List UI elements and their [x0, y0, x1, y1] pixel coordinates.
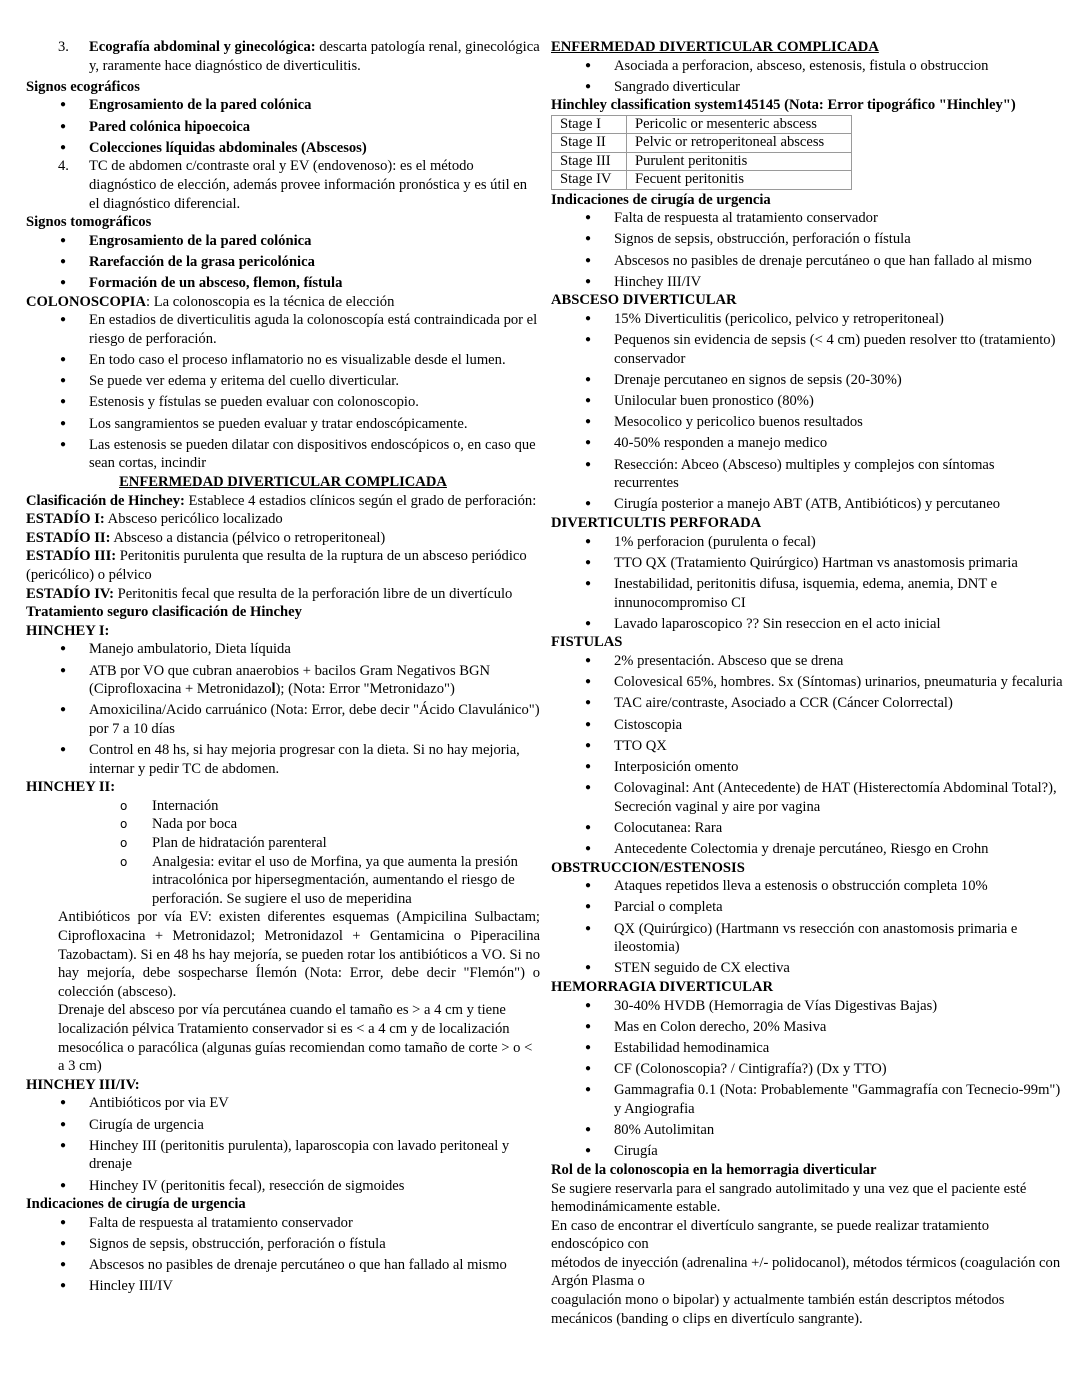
- list-item: ● Ataques repetidos lleva a estenosis o obstrucción completa 10%: [551, 877, 1063, 898]
- list-item: ● Los sangramientos se pueden evaluar y tratar endoscópicamente.: [26, 415, 540, 436]
- list-item: ● Las estenosis se pueden dilatar con dispositivos endoscópicos o, en caso que sean cortas, incindir: [26, 436, 540, 473]
- list-item: ● Rarefacción de la grasa pericolónica: [26, 253, 540, 274]
- section-title: DIVERTICULTIS PERFORADA: [551, 515, 762, 532]
- list-item: ● Interposición omento: [551, 758, 1063, 779]
- list-item: ● Lavado laparoscopico ?? Sin reseccion en el acto inicial: [551, 615, 1063, 634]
- obstruccion-list: [551, 877, 1063, 978]
- section-title: Signos ecográficos: [26, 78, 140, 95]
- list-item: ● Cirugía de urgencia: [26, 1116, 540, 1137]
- list-item: ● En todo caso el proceso inflamatorio no es visualizable desde el lumen.: [26, 351, 540, 372]
- list-item: ● Se puede ver edema y eritema del cuello diverticular.: [26, 372, 540, 393]
- drenaje-paragraph: Drenaje del absceso por vía percutánea cuando el tamaño es > a 4 cm y tiene localización pélvica Tratamiento conservador si es < a 4 cm y de localización mesocólica o paracólica (algunas guías recomiendan como tamaño de corte > o < a 3 cm): [58, 1002, 533, 1075]
- estadio-4: ESTADÍO IV: Peritonitis fecal que resulta de la perforación libre de un divertículo: [26, 585, 513, 602]
- list-number: 4.: [58, 158, 69, 175]
- list-item: ● STEN seguido de CX electiva: [551, 959, 1063, 978]
- list-item: o Plan de hidratación parenteral: [26, 834, 540, 853]
- list-item: ● Hinchey III (peritonitis purulenta), laparoscopia con lavado peritoneal y drenaje: [26, 1137, 540, 1177]
- list-item: ● 2% presentación. Absceso que se drena: [551, 652, 1063, 673]
- hinchey2-list: [26, 797, 540, 909]
- section-title: Tratamiento seguro clasificación de Hinchey: [26, 604, 302, 621]
- list-item: ● Colovaginal: Ant (Antecedente) de HAT (Histerectomía Abdominal Total?), Secreción vaginal y aire por vagina: [551, 779, 1063, 819]
- list-item: ● Drenaje percutaneo en signos de sepsis (20-30%): [551, 371, 1063, 392]
- hinchey34-list: [26, 1094, 540, 1195]
- list-item: ● Cistoscopia: [551, 716, 1063, 737]
- signos-eco-list: [26, 96, 540, 157]
- list-item: ● Colecciones líquidas abdominales (Abscesos): [26, 139, 540, 158]
- indicaciones-list: [26, 1214, 540, 1296]
- list-item: ● Antibióticos por via EV: [26, 1094, 540, 1115]
- table-cell: Stage IV: [552, 171, 627, 189]
- right-column: [551, 38, 1063, 1328]
- list-item: ● Formación de un absceso, flemon, fístula: [26, 274, 540, 293]
- section-title: ABSCESO DIVERTICULAR: [551, 292, 737, 309]
- list-item: [26, 38, 540, 78]
- perforada-list: [551, 533, 1063, 634]
- list-item: ● Signos de sepsis, obstrucción, perforación o fístula: [551, 230, 1063, 251]
- list-item: ● ATB por VO que cubran anaerobios + bacilos Gram Negativos BGN (Ciprofloxacina + Metronidazol); (Nota: Error "Metronidazo"): [26, 662, 540, 702]
- list-item: ● Hincley III/IV: [26, 1277, 540, 1296]
- rol-line: métodos de inyección (adrenalina +/- polidocanol), métodos térmicos (coagulación con Argón Plasma o: [551, 1254, 1061, 1290]
- section-title: HINCHEY I:: [26, 622, 110, 639]
- list-item: ● Antecedente Colectomia y drenaje percutáneo, Riesgo en Crohn: [551, 840, 1063, 859]
- table-cell: Stage II: [552, 134, 627, 152]
- table-row: [552, 115, 852, 133]
- list-item: ● TTO QX: [551, 737, 1063, 758]
- list-item: ● Cirugía: [551, 1142, 1063, 1161]
- list-item: ● Inestabilidad, peritonitis difusa, isquemia, edema, anemia, DNT e innunocompromiso CI: [551, 575, 1063, 615]
- section-title: Rol de la colonoscopia en la hemorragia diverticular: [551, 1161, 877, 1178]
- absceso-list: [551, 310, 1063, 514]
- list-item: ● Abscesos no pasibles de drenaje percutáneo o que han fallado al mismo: [26, 1256, 540, 1277]
- edc-heading: ENFERMEDAD DIVERTICULAR COMPLICADA: [551, 39, 879, 55]
- indicaciones-list: [551, 209, 1063, 291]
- list-item: ● Estenosis y fístulas se pueden evaluar con colonoscopio.: [26, 393, 540, 414]
- list-item: ● Signos de sepsis, obstrucción, perforación o fístula: [26, 1235, 540, 1256]
- list-item: ● Colovesical 65%, hombres. Sx (Síntomas) urinarios, pneumaturia y fecaluria: [551, 673, 1063, 694]
- rol-line: coagulación mono o bipolar) y actualmente también están descriptos métodos mecánicos (banding o clips en divertículo sangrante).: [551, 1292, 1005, 1327]
- colonoscopia-list: [26, 311, 540, 473]
- list-number: 3.: [58, 39, 69, 55]
- hinchey1-list: [26, 640, 540, 778]
- table-cell: Purulent peritonitis: [627, 152, 852, 170]
- list-item: ● Amoxicilina/Acido carruánico (Nota: Error, debe decir "Ácido Clavulánico") por 7 a 10 días: [26, 701, 540, 741]
- list-item: [26, 157, 540, 213]
- edc-list: [551, 57, 1063, 97]
- item-text: descarta patología renal, ginecológica y, raramente hace diagnóstico de diverticulitis.: [89, 39, 540, 74]
- list-item: ● 15% Diverticulitis (pericolico, pelvico y retroperitoneal): [551, 310, 1063, 331]
- item-bold: Ecografía abdominal y ginecológica:: [89, 39, 316, 55]
- rol-line: En caso de encontrar el divertículo sangrante, se puede realizar tratamiento endoscópico con: [551, 1217, 990, 1253]
- section-title: Signos tomográficos: [26, 214, 152, 231]
- antibioticos-paragraph: Antibióticos por vía EV: existen diferentes esquemas (Ampicilina Sulbactam; Ciprofloxacina + Metronidazol; Metronidazol + Gentamicina o Piperacilina Tazobactam). Si en 48 hs hay mejoría, se pueden rotar los antibióticos a VO. Si no hay mejoría, debe sospecharse Ílemón (Nota: Error, debe decir "Flemón") o colección (absceso).: [58, 909, 540, 1000]
- section-title: HEMORRAGIA DIVERTICULAR: [551, 979, 774, 995]
- left-column: [26, 38, 540, 1296]
- list-item: o Nada por boca: [26, 815, 540, 834]
- list-item: ● Estabilidad hemodinamica: [551, 1039, 1063, 1060]
- estadio-1: ESTADÍO I: Absceso pericólico localizado: [26, 511, 283, 528]
- list-item: ● Gammagrafia 0.1 (Nota: Probablemente "Gammagrafía con Tecnecio-99m") y Angiografia: [551, 1081, 1063, 1121]
- table-row: [552, 171, 852, 189]
- estadio-2: ESTADÍO II: Absceso a distancia (pélvico o retroperitoneal): [26, 529, 386, 546]
- list-item: ● Falta de respuesta al tratamiento conservador: [26, 1214, 540, 1235]
- list-item: ● Falta de respuesta al tratamiento conservador: [551, 209, 1063, 230]
- fistulas-list: [551, 652, 1063, 859]
- section-title: HINCHEY II:: [26, 779, 116, 796]
- list-item: ● Cirugía posterior a manejo ABT (ATB, Antibióticos) y percutaneo: [551, 495, 1063, 514]
- list-item: ● Engrosamiento de la pared colónica: [26, 232, 540, 253]
- list-item: ● 1% perforacion (purulenta o fecal): [551, 533, 1063, 554]
- list-item: ● Abscesos no pasibles de drenaje percutáneo o que han fallado al mismo: [551, 252, 1063, 273]
- hinchley-title: Hinchley classification system145145 (Nota: Error tipográfico "Hinchley"): [551, 97, 1016, 114]
- section-title: OBSTRUCCION/ESTENOSIS: [551, 859, 745, 876]
- list-item: o Internación: [26, 797, 540, 816]
- list-item: ● Manejo ambulatorio, Dieta líquida: [26, 640, 540, 661]
- list-item: ● Control en 48 hs, si hay mejoria progresar con la dieta. Si no hay mejoria, internar y pedir TC de abdomen.: [26, 741, 540, 778]
- list-item: ● Hinchey III/IV: [551, 273, 1063, 292]
- eco-list: [26, 38, 540, 78]
- section-title: Indicaciones de cirugía de urgencia: [551, 191, 771, 208]
- list-item: ● 80% Autolimitan: [551, 1121, 1063, 1142]
- list-item: ● 40-50% responden a manejo medico: [551, 434, 1063, 455]
- table-cell: Pelvic or retroperitoneal abscess: [627, 134, 852, 152]
- list-item: ● Pared colónica hipoecoica: [26, 118, 540, 139]
- table-row: [552, 152, 852, 170]
- estadio-3: ESTADÍO III: Peritonitis purulenta que resulta de la ruptura de un absceso periódico (pericólico) o pélvico: [26, 548, 527, 583]
- list-item: ● Parcial o completa: [551, 898, 1063, 919]
- table-cell: Fecuent peritonitis: [627, 171, 852, 189]
- list-item: ● Hinchey IV (peritonitis fecal), resección de sigmoides: [26, 1177, 540, 1196]
- section-title: HINCHEY III/IV:: [26, 1076, 140, 1093]
- list-item: ● QX (Quirúrgico) (Hartmann vs resección con anastomosis primaria e ileostomia): [551, 920, 1063, 960]
- hinchey-classification: Clasificación de Hinchey: Establece 4 estadios clínicos según el grado de perforación:: [26, 492, 537, 509]
- item-text: TC de abdomen c/contraste oral y EV (endovenoso): es el método diagnóstico de elección, además provee información pronóstica y es útil en el diagnóstico diferencial.: [89, 158, 528, 212]
- list-item: ● TAC aire/contraste, Asociado a CCR (Cáncer Colorrectal): [551, 694, 1063, 715]
- tc-list: [26, 157, 540, 213]
- list-item: ● 30-40% HVDB (Hemorragia de Vías Digestivas Bajas): [551, 997, 1063, 1018]
- section-title: Indicaciones de cirugía de urgencia: [26, 1196, 246, 1213]
- rol-line: Se sugiere reservarla para el sangrado autolimitado y una vez que el paciente esté hemodinámicamente estable.: [551, 1180, 1027, 1216]
- list-item: ● TTO QX (Tratamiento Quirúrgico) Hartman vs anastomosis primaria: [551, 554, 1063, 575]
- stage-table: [551, 115, 852, 190]
- table-cell: Stage I: [552, 115, 627, 133]
- table-cell: Stage III: [552, 152, 627, 170]
- signos-tomo-list: [26, 232, 540, 293]
- section-title: FISTULAS: [551, 634, 623, 651]
- list-item: ● Engrosamiento de la pared colónica: [26, 96, 540, 117]
- list-item: ● CF (Colonoscopia? / Cintigrafía?) (Dx y TTO): [551, 1060, 1063, 1081]
- list-item: ● Mesocolico y pericolico buenos resultados: [551, 413, 1063, 434]
- table-row: [552, 134, 852, 152]
- list-item: ● Colocutanea: Rara: [551, 819, 1063, 840]
- list-item: ● Resección: Abceo (Absceso) multiples y complejos con síntomas recurrentes: [551, 456, 1063, 496]
- list-item: ● Pequenos sin evidencia de sepsis (< 4 cm) pueden resolver tto (tratamiento) conservador: [551, 331, 1063, 371]
- list-item: ● Sangrado diverticular: [551, 78, 1063, 97]
- list-item: ● En estadios de diverticulitis aguda la colonoscopía está contraindicada por el riesgo de perforación.: [26, 311, 540, 351]
- list-item: ● Mas en Colon derecho, 20% Masiva: [551, 1018, 1063, 1039]
- list-item: ● Asociada a perforacion, absceso, estenosis, fistula o obstruccion: [551, 57, 1063, 78]
- list-item: o Analgesia: evitar el uso de Morfina, ya que aumenta la presión intracolónica por hipersegmentación, aumentando el riesgo de perforación. Se sugiere el uso de meperidina: [26, 853, 540, 909]
- list-item: ● Unilocular buen pronostico (80%): [551, 392, 1063, 413]
- edc-heading: ENFERMEDAD DIVERTICULAR COMPLICADA: [119, 474, 447, 490]
- hemorragia-list: [551, 997, 1063, 1161]
- colonoscopia-intro: COLONOSCOPIA: La colonoscopia es la técnica de elección: [26, 293, 395, 310]
- table-cell: Pericolic or mesenteric abscess: [627, 115, 852, 133]
